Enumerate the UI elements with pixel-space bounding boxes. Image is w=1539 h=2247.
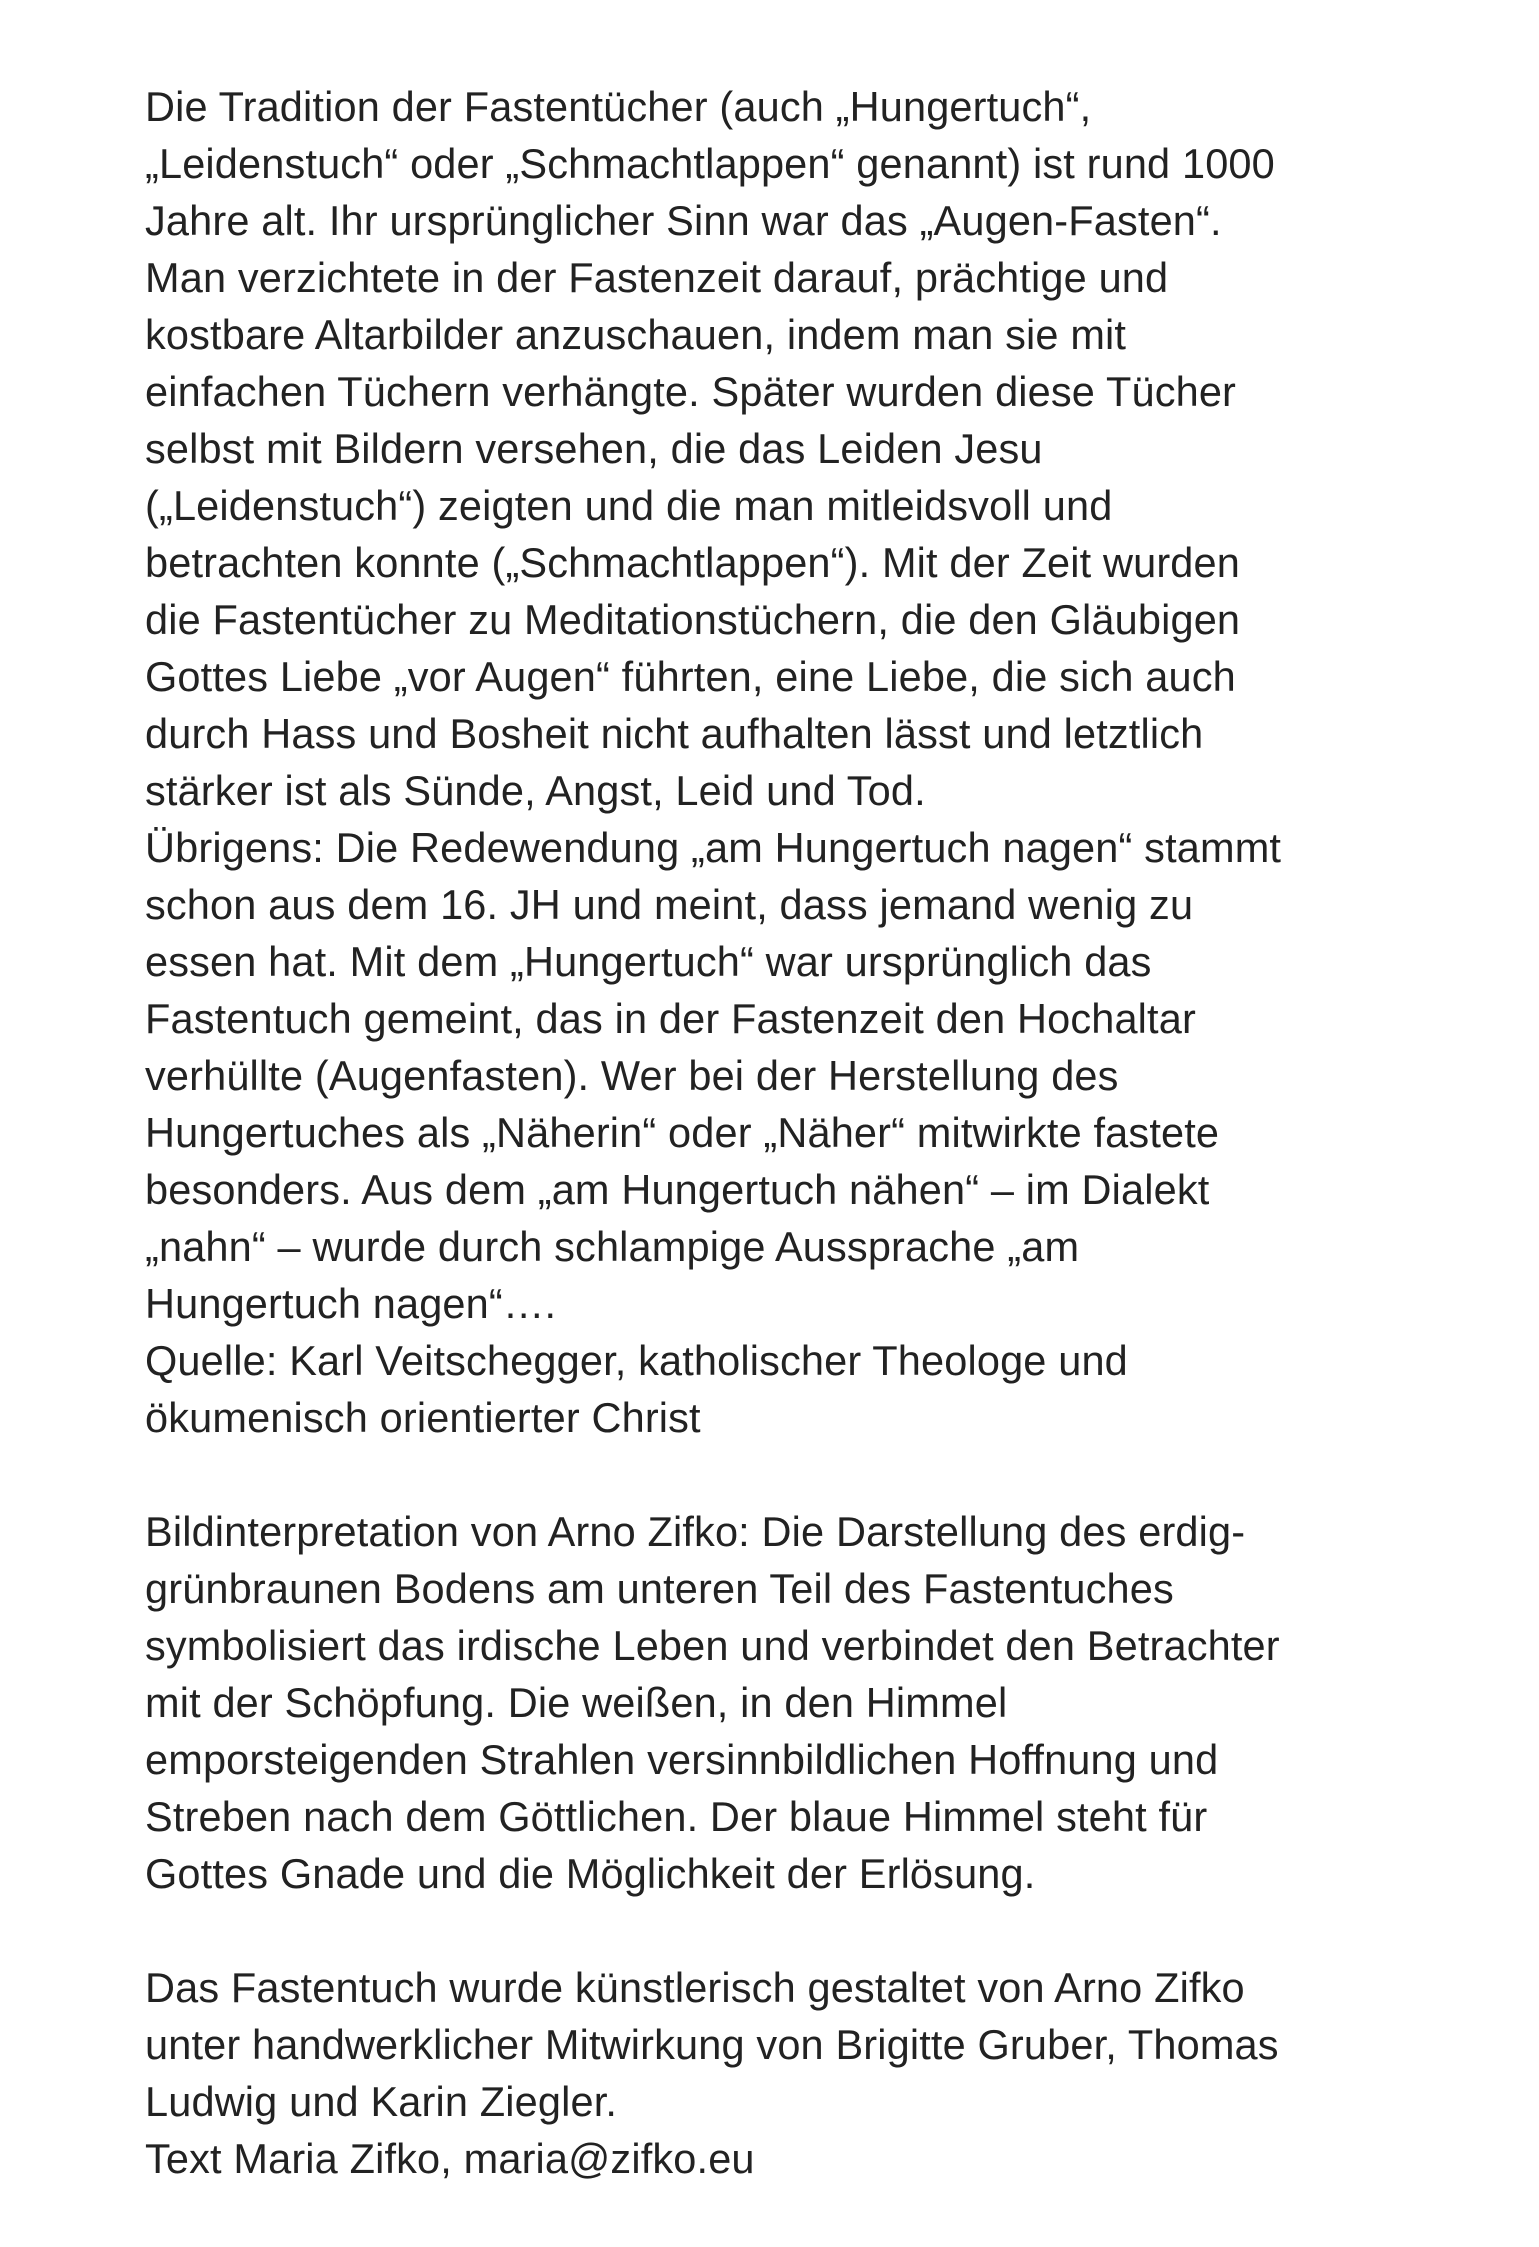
paragraph-spacer: [145, 1902, 1435, 1959]
paragraph-tradition: Die Tradition der Fastentücher (auch „Hungertuch“, „Leidenstuch“ oder „Schmachtlappen“ genannt) ist rund 1000 Jahre alt. Ihr ursprünglicher Sinn war das „Augen-Fasten“. Man verzichtete in der Fastenzeit darauf, prächtige und kostbare Altarbilder anzuschauen, indem man sie mit einfachen Tüchern verhängte. Später wurden diese Tücher selbst mit Bildern versehen, die das Leiden Jesu („Leidenstuch“) zeigten und die man mitleidsvoll und betrachten konnte („Schmachtlappen“). Mit der Zeit wurden die Fastentücher zu Meditationstüchern, die den Gläubigen Gottes Liebe „vor Augen“ führten, eine Liebe, die sich auch durch Hass und Bosheit nicht aufhalten lässt und letztlich stärker ist als Sünde, Angst, Leid und Tod.: [145, 83, 1275, 814]
paragraph-redewendung: Übrigens: Die Redewendung „am Hungertuch nagen“ stammt schon aus dem 16. JH und meint, dass jemand wenig zu essen hat. Mit dem „Hungertuch“ war ursprünglich das Fastentuch gemeint, das in der Fastenzeit den Hochaltar verhüllte (Augenfasten). Wer bei der Herstellung des Hungertuches als „Näherin“ oder „Näher“ mitwirkte fastete besonders. Aus dem „am Hungertuch nähen“ – im Dialekt „nahn“ – wurde durch schlampige Aussprache „am Hungertuch nagen“….: [145, 824, 1282, 1327]
source-line: Quelle: Karl Veitschegger, katholischer Theologe und ökumenisch orientierter Christ: [145, 1337, 1128, 1441]
author-line: Text Maria Zifko, maria@zifko.eu: [145, 2135, 755, 2182]
paragraph-spacer: [145, 1446, 1435, 1503]
paragraph-interpretation: Bildinterpretation von Arno Zifko: Die Darstellung des erdig- grünbraunen Bodens am unteren Teil des Fastentuches symbolisiert das irdische Leben und verbindet den Betrachter mit der Schöpfung. Die weißen, in den Himmel emporsteigenden Strahlen versinnbildlichen Hoffnung und Streben nach dem Göttlichen. Der blaue Himmel steht für Gottes Gnade und die Möglichkeit der Erlösung.: [145, 1508, 1280, 1897]
paragraph-credits: Das Fastentuch wurde künstlerisch gestaltet von Arno Zifko unter handwerklicher Mitwirkung von Brigitte Gruber, Thomas Ludwig und Karin Ziegler.: [145, 1964, 1279, 2125]
document-page: [145, 78, 1435, 2187]
